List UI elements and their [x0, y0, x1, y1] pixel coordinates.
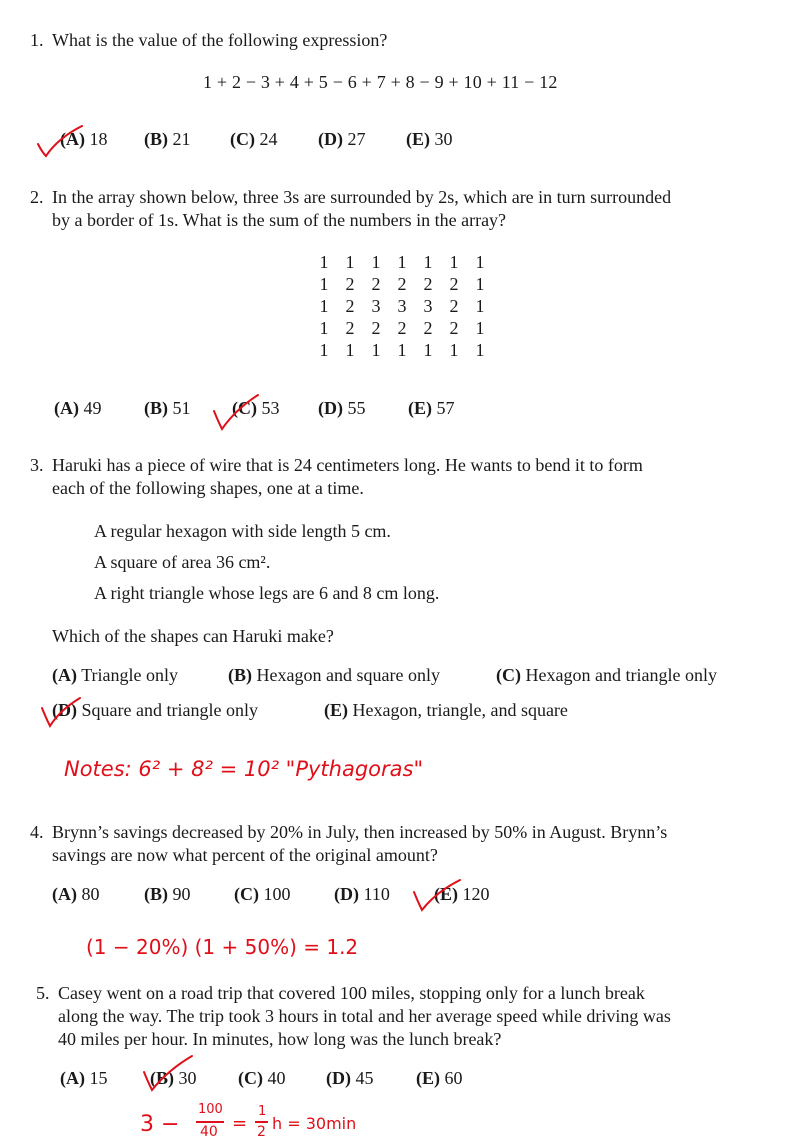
q1-stem	[30, 30, 388, 51]
q5-stem-line3: 40 miles per hour. In minutes, how long was the lunch break?	[58, 1029, 502, 1049]
q1-text: What is the value of the following expression?	[52, 30, 388, 50]
q1-number: 1.	[30, 30, 44, 50]
q1-choice-d[interactable]: (D) 27	[318, 129, 366, 149]
q3-choice-b[interactable]: (B) Hexagon and square only	[228, 665, 440, 685]
q5-number: 5.	[36, 983, 50, 1003]
q4-choice-b[interactable]: (B) 90	[144, 884, 191, 904]
q1-choice-a[interactable]: (A) 18	[60, 129, 108, 149]
q2-choice-d[interactable]: (D) 55	[318, 398, 366, 418]
q2-choice-e[interactable]: (E) 57	[408, 398, 455, 418]
q5-note-fraction-bar	[196, 1121, 224, 1123]
q2-choice-b[interactable]: (B) 51	[144, 398, 191, 418]
q5-text-line1: Casey went on a road trip that covered 100 miles, stopping only for a lunch break	[58, 983, 645, 1003]
q2-checkmark-icon	[212, 393, 262, 433]
q5-note-half-bar	[255, 1121, 268, 1123]
q1-choice-c[interactable]: (C) 24	[230, 129, 278, 149]
q2-text-line1: In the array shown below, three 3s are surrounded by 2s, which are in turn surrounded	[52, 187, 672, 207]
array-row: 1 1 1 1 1 1 1	[319, 251, 485, 272]
q3-handwritten-note: Notes: 6² + 8² = 10² "Pythagoras"	[64, 757, 424, 781]
array-row: 1 2 2 2 2 2 1	[319, 273, 485, 294]
q3-text-line1: Haruki has a piece of wire that is 24 centimeters long. He wants to bend it to form	[52, 455, 643, 475]
q3-checkmark-icon	[40, 696, 84, 730]
q5-checkmark-icon	[142, 1054, 196, 1094]
q2-stem-line2: by a border of 1s. What is the sum of the numbers in the array?	[52, 210, 507, 230]
q2-choice-c[interactable]: (C) 53	[232, 398, 280, 418]
q3-shape-2: A square of area 36 cm².	[94, 552, 271, 572]
array-row: 1 2 2 2 2 2 1	[319, 317, 485, 338]
q2-number: 2.	[30, 187, 44, 207]
q4-stem-line2: savings are now what percent of the original amount?	[52, 845, 438, 865]
q4-handwritten-note: (1 − 20%) (1 + 50%) = 1.2	[86, 935, 359, 959]
q4-text-line1: Brynn’s savings decreased by 20% in July, then increased by 50% in August. Brynn’s	[52, 822, 668, 842]
q3-shape-1: A regular hexagon with side length 5 cm.	[94, 521, 391, 541]
q3-number: 3.	[30, 455, 44, 475]
q1-checkmark-icon	[36, 124, 86, 160]
q2-choice-a[interactable]: (A) 49	[54, 398, 102, 418]
array-row: 1 1 1 1 1 1 1	[319, 339, 485, 360]
q4-number: 4.	[30, 822, 44, 842]
q3-shape-3: A right triangle whose legs are 6 and 8 cm long.	[94, 583, 440, 603]
q5-note-numerator: 100	[198, 1102, 223, 1117]
array-row: 1 2 3 3 3 2 1	[319, 295, 485, 316]
q5-choice-d[interactable]: (D) 45	[326, 1068, 374, 1088]
q1-choice-e[interactable]: (E) 30	[406, 129, 453, 149]
q5-stem-line2: along the way. The trip took 3 hours in total and her average speed while driving was	[58, 1006, 671, 1026]
q4-checkmark-icon	[412, 878, 464, 914]
q5-note-half-den: 2	[257, 1124, 266, 1140]
q3-choice-e[interactable]: (E) Hexagon, triangle, and square	[324, 700, 568, 720]
q5-note-denominator: 40	[200, 1124, 218, 1140]
q3-stem-line1	[30, 455, 643, 476]
q5-choice-e[interactable]: (E) 60	[416, 1068, 463, 1088]
q4-choice-d[interactable]: (D) 110	[334, 884, 390, 904]
q3-prompt: Which of the shapes can Haruki make?	[52, 626, 334, 646]
q2-stem-line1	[30, 187, 672, 208]
q5-handwritten-note	[140, 1100, 380, 1146]
q5-choice-b[interactable]: (B) 30	[150, 1068, 197, 1088]
q5-choice-a[interactable]: (A) 15	[60, 1068, 108, 1088]
q4-choice-e[interactable]: (E) 120	[434, 884, 490, 904]
q5-note-half-num: 1	[258, 1104, 267, 1119]
q5-stem-line1	[36, 983, 645, 1004]
q2-number-array	[311, 251, 493, 361]
q4-choice-c[interactable]: (C) 100	[234, 884, 291, 904]
q1-choice-b[interactable]: (B) 21	[144, 129, 191, 149]
q5-note-tail: h = 30min	[272, 1114, 357, 1133]
q5-note-equals: =	[232, 1113, 248, 1134]
q3-choice-c[interactable]: (C) Hexagon and triangle only	[496, 665, 717, 685]
q5-note-lead: 3 −	[140, 1112, 180, 1137]
q5-choice-c[interactable]: (C) 40	[238, 1068, 286, 1088]
q1-expression: 1 + 2 − 3 + 4 + 5 − 6 + 7 + 8 − 9 + 10 + 11 − 12	[203, 72, 558, 92]
q3-choice-d[interactable]: (D) Square and triangle only	[52, 700, 258, 720]
q3-choice-a[interactable]: (A) Triangle only	[52, 665, 179, 685]
q4-stem-line1	[30, 822, 668, 843]
q3-stem-line2: each of the following shapes, one at a time.	[52, 478, 364, 498]
q4-choice-a[interactable]: (A) 80	[52, 884, 100, 904]
